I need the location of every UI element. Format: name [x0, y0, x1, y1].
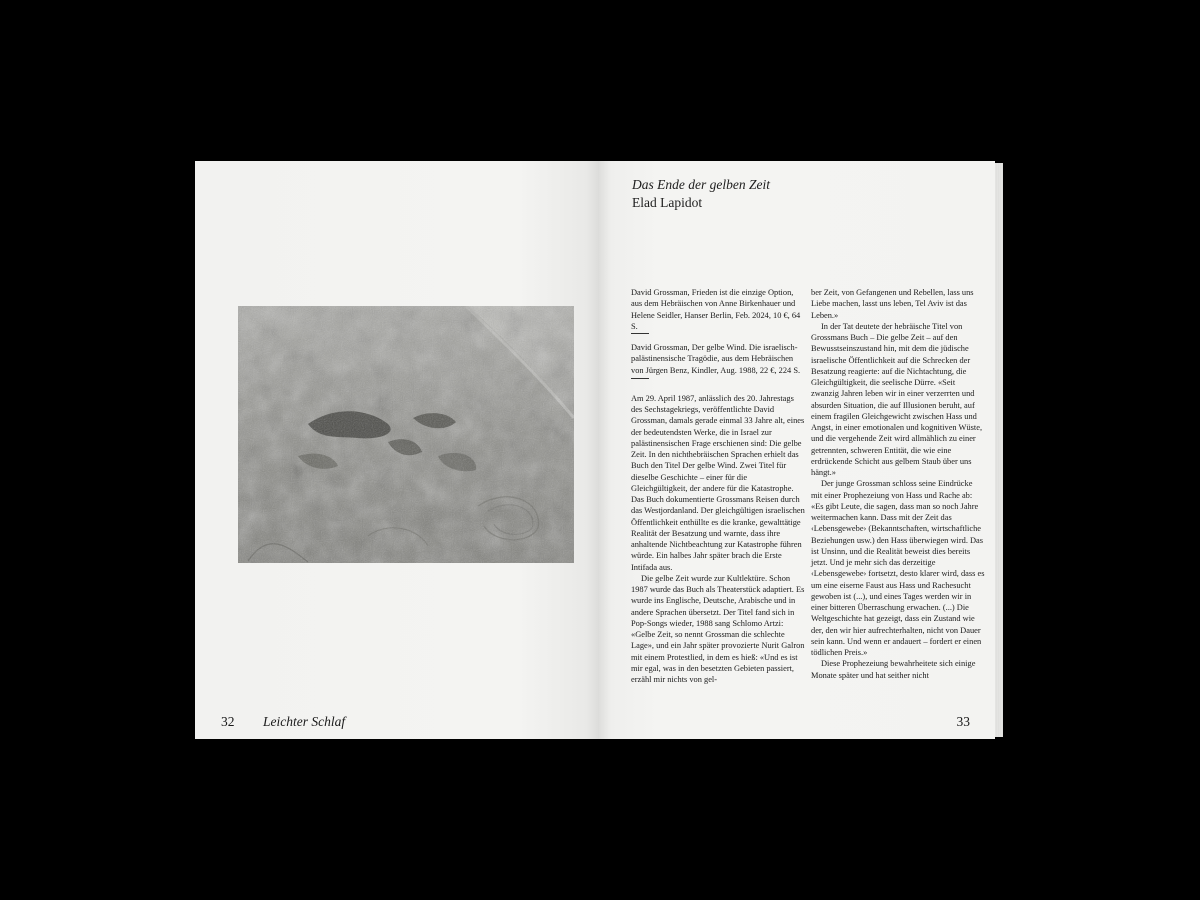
article-header	[632, 176, 770, 212]
article-author: Elad Lapidot	[632, 195, 703, 210]
beach-sand-photo	[238, 306, 574, 563]
body-paragraph: ber Zeit, von Gefangenen und Rebellen, lass uns Liebe machen, lasst uns leben, Tel Aviv ist das Leben.»	[811, 288, 974, 320]
page-number-right: 33	[956, 714, 970, 729]
running-title: Leichter Schlaf	[263, 714, 346, 729]
reference-entry: David Grossman, Frieden ist die einzige Option, aus dem Hebräischen von Anne Birkenhauer und Helene Seidler, Hanser Berlin, Feb. 2024, 10 €, 64 S.	[631, 288, 801, 331]
body-paragraph: Diese Prophezeiung bewahrheitete sich einige Monate später und hat seither nicht	[811, 659, 976, 680]
reference-entry: David Grossman, Der gelbe Wind. Die israelisch-palästinensische Tragödie, aus dem Hebräischen von Jürgen Benz, Kindler, Aug. 1988, 22 €, 224 S.	[631, 343, 801, 375]
reference-divider	[631, 333, 649, 334]
left-page	[195, 161, 599, 739]
body-paragraph: Der junge Grossman schloss seine Eindrücke mit einer Prophezeiung von Hass und Rache ab: «Es gibt Leute, die sagen, dass man so noch Jahre weitermachen kann. Dass mit der Zeit das ‹Lebensgewebe› (Bekanntschaften, wirtschaftliche Beziehungen usw.) den Hass überwiegen wird. Das ist Unsinn, und die Realität beweist dies bereits jetzt. Und je mehr sich das derzeitige ‹Lebensgewebe› fortsetzt, desto klarer wird, dass es um eine eiserne Faust aus Hass und Rachesucht gewoben ist (...), und eines Tages werden wir in einer bitteren Überraschung erwachen. (...) Die Weltgeschichte hat gezeigt, dass ein Zustand wie der, den wir hier aufrechterhalten, nicht von Dauer sein kann. Und wenn er andauert – fordert er einen tödlichen Preis.»	[811, 479, 985, 657]
body-paragraph: In der Tat deutete der hebräische Titel von Grossmans Buch – Die gelbe Zeit – auf den Bewusstseinszustand hin, mit dem die jüdische israelische Öffentlichkeit auf die Schrecken der Besatzung reagierte: auf die Nichtachtung, die Gleichgültigkeit, die seelische Dürre. «Seit zwanzig Jahren leben wir in einer verzerrten und absurden Situation, die auf Illusionen beruht, auf einem fragilen Gleichgewicht zwischen Hass und Angst, in einer emotionalen und kognitiven Wüste, und die vergehende Zeit wird allmählich zu einer getrennten, schweren Entität, die wie eine erdrückende Schicht aus gelbem Staub über uns hängt.»	[811, 321, 983, 477]
page-edges	[995, 163, 1003, 737]
open-book	[195, 161, 1003, 739]
text-column-2	[811, 287, 985, 681]
body-paragraph: Die gelbe Zeit wurde zur Kultlektüre. Schon 1987 wurde das Buch als Theaterstück adaptiert. Es wurde ins Englische, Deutsche, Arabische und in andere Sprachen übersetzt. Der Titel fand sich in Pop-Songs wieder, 1988 sang Schlomo Artzi: «Gelbe Zeit, so nennt Grossman die schlechte Lage», und ein Jahr später provozierte Nurit Galron mit einem Protestlied, in dem es hieß: «Und es ist mir egal, was in den besetzten Gebieten passiert, erzähl mir nichts von gel-	[631, 573, 805, 684]
body-paragraph: Am 29. April 1987, anlässlich des 20. Jahrestags des Sechstagekriegs, veröffentlichte David Grossman, damals gerade einmal 33 Jahre alt, eines der bedeutendsten Werke, die in Israel zur palästinensischen Frage erschienen sind: Die gelbe Zeit. In den nichthebräischen Sprachen erhielt das Buch den Titel Der gelbe Wind. Zwei Titel für dieselbe Geschichte – einer für die Gleichgültigkeit, der andere für die Katastrophe. Das Buch dokumentierte Grossmans Reisen durch das Westjordanland. Der gleichgültigen israelischen Öffentlichkeit enthüllte es die kranke, gewalttätige Realität der Besatzung und warnte, dass ihre anhaltende Nichtbeachtung zur Katastrophe führen würde. Ein halbes Jahr später brach die Erste Intifada aus.	[631, 393, 805, 572]
right-page	[599, 161, 995, 739]
article-subtitle: Das Ende der gelben Zeit	[632, 177, 770, 192]
page-number-left: 32	[221, 714, 235, 729]
reference-divider	[631, 378, 649, 379]
text-column-1	[631, 287, 805, 685]
